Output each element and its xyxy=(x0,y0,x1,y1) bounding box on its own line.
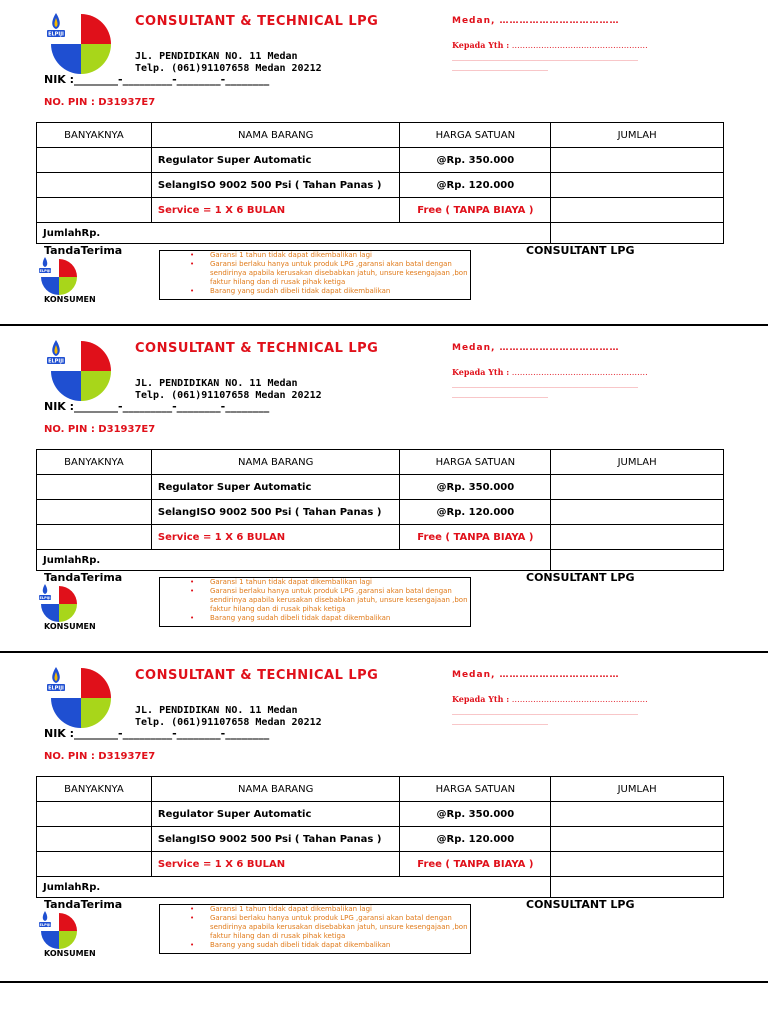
company-address-block xyxy=(135,705,322,729)
company-title: CONSULTANT & TECHNICAL LPG xyxy=(135,668,379,683)
warranty-terms-list xyxy=(160,578,470,623)
company-address: JL. PENDIDIKAN NO. 11 Medan xyxy=(135,378,298,389)
item-name-cell: SelangISO 9002 500 Psi ( Tahan Panas ) xyxy=(151,500,400,525)
column-header-item: NAMA BARANG xyxy=(151,777,400,802)
receipt-slip xyxy=(0,654,768,981)
table-row xyxy=(37,852,724,877)
column-header-qty: BANYAKNYA xyxy=(37,777,152,802)
warranty-terms-box xyxy=(159,577,471,627)
table-row xyxy=(37,525,724,550)
unit-price-cell: Free ( TANPA BIAYA ) xyxy=(400,852,551,877)
consultant-signature-label: CONSULTANT LPG xyxy=(526,244,635,257)
recipient-address-line-1: ………………………………………………………………………………… xyxy=(452,56,638,63)
receipt-slip xyxy=(0,327,768,654)
warranty-term-item: • Garansi berlaku hanya untuk produk LPG ,garansi akan batal dengan sendirinya apabila kerusakan disebabkan jatuh, unsure kesengajaan ,bon faktur hilang dan di rusak pihak ketiga xyxy=(210,914,470,941)
total-row xyxy=(37,877,724,898)
receipt-acknowledgement-label: TandaTerima xyxy=(44,898,123,911)
item-name-cell: SelangISO 9002 500 Psi ( Tahan Panas ) xyxy=(151,173,400,198)
logo-label: ELPIJI xyxy=(48,31,64,38)
table-header-row xyxy=(37,450,724,475)
amount-cell xyxy=(551,500,724,525)
recipient-address-line-1: ………………………………………………………………………………… xyxy=(452,710,638,717)
recipient-label: Kepada Yth : xyxy=(452,367,510,377)
slip-divider-line xyxy=(0,324,768,326)
item-name-cell: Regulator Super Automatic xyxy=(151,148,400,173)
table-row xyxy=(37,198,724,223)
elpiji-logo-small xyxy=(37,911,81,951)
consumer-label: KONSUMEN xyxy=(44,622,96,631)
amount-cell xyxy=(551,148,724,173)
consultant-signature-label: CONSULTANT LPG xyxy=(526,898,635,911)
items-table xyxy=(36,122,724,244)
company-address-block xyxy=(135,51,322,75)
warranty-terms-list xyxy=(160,905,470,950)
unit-price-cell: Free ( TANPA BIAYA ) xyxy=(400,198,551,223)
pin-number: NO. PIN : D31937E7 xyxy=(44,97,156,108)
nik-field: NIK :________-_________-________-________ xyxy=(44,727,270,740)
warranty-terms-list xyxy=(160,251,470,296)
amount-cell xyxy=(551,852,724,877)
total-value-cell xyxy=(551,877,724,898)
recipient-line xyxy=(452,694,648,704)
recipient-dots: …………………………………………… xyxy=(509,41,648,50)
qty-cell xyxy=(37,148,152,173)
consumer-label: KONSUMEN xyxy=(44,295,96,304)
company-address: JL. PENDIDIKAN NO. 11 Medan xyxy=(135,705,298,716)
company-phone: Telp. (061)91107658 Medan 20212 xyxy=(135,717,322,728)
elpiji-logo-small xyxy=(37,584,81,624)
qty-cell xyxy=(37,827,152,852)
company-title: CONSULTANT & TECHNICAL LPG xyxy=(135,341,379,356)
amount-cell xyxy=(551,173,724,198)
logo-label: ELPIJI xyxy=(48,685,64,692)
table-header-row xyxy=(37,777,724,802)
receipt-acknowledgement-label: TandaTerima xyxy=(44,571,123,584)
logo-label-small: ELPIJI xyxy=(39,923,51,927)
item-name-cell: Regulator Super Automatic xyxy=(151,802,400,827)
logo-label: ELPIJI xyxy=(48,358,64,365)
logo-label-small: ELPIJI xyxy=(39,596,51,600)
recipient-address-line-2: ………………………………………… xyxy=(452,720,548,727)
amount-cell xyxy=(551,198,724,223)
elpiji-logo-small xyxy=(37,257,81,297)
items-table xyxy=(36,449,724,571)
item-name-cell: SelangISO 9002 500 Psi ( Tahan Panas ) xyxy=(151,827,400,852)
unit-price-cell: @Rp. 350.000 xyxy=(400,802,551,827)
warranty-term-item: • Garansi 1 tahun tidak dapat dikembalikan lagi xyxy=(210,578,470,587)
column-header-price: HARGA SATUAN xyxy=(400,123,551,148)
column-header-price: HARGA SATUAN xyxy=(400,777,551,802)
qty-cell xyxy=(37,852,152,877)
table-row xyxy=(37,500,724,525)
qty-cell xyxy=(37,500,152,525)
warranty-term-item: • Garansi 1 tahun tidak dapat dikembalikan lagi xyxy=(210,251,470,260)
column-header-item: NAMA BARANG xyxy=(151,450,400,475)
table-row xyxy=(37,148,724,173)
column-header-total: JUMLAH xyxy=(551,777,724,802)
item-name-cell: Service = 1 X 6 BULAN xyxy=(151,852,400,877)
total-value-cell xyxy=(551,223,724,244)
recipient-address-line-1: ………………………………………………………………………………… xyxy=(452,383,638,390)
total-label: JumlahRp. xyxy=(37,877,551,898)
column-header-total: JUMLAH xyxy=(551,450,724,475)
total-row xyxy=(37,223,724,244)
pin-number: NO. PIN : D31937E7 xyxy=(44,424,156,435)
recipient-address-line-2: ………………………………………… xyxy=(452,393,548,400)
company-address-block xyxy=(135,378,322,402)
warranty-terms-box xyxy=(159,250,471,300)
warranty-terms-box xyxy=(159,904,471,954)
recipient-address-line-2: ………………………………………… xyxy=(452,66,548,73)
qty-cell xyxy=(37,475,152,500)
total-label: JumlahRp. xyxy=(37,550,551,571)
warranty-term-item: • Garansi 1 tahun tidak dapat dikembalikan lagi xyxy=(210,905,470,914)
qty-cell xyxy=(37,802,152,827)
table-row xyxy=(37,827,724,852)
table-row xyxy=(37,475,724,500)
item-name-cell: Service = 1 X 6 BULAN xyxy=(151,525,400,550)
item-name-cell: Service = 1 X 6 BULAN xyxy=(151,198,400,223)
consumer-label: KONSUMEN xyxy=(44,949,96,958)
qty-cell xyxy=(37,173,152,198)
table-header-row xyxy=(37,123,724,148)
table-row xyxy=(37,173,724,198)
unit-price-cell: Free ( TANPA BIAYA ) xyxy=(400,525,551,550)
receipt-slip xyxy=(0,0,768,327)
unit-price-cell: @Rp. 120.000 xyxy=(400,173,551,198)
recipient-label: Kepada Yth : xyxy=(452,694,510,704)
table-row xyxy=(37,802,724,827)
company-title: CONSULTANT & TECHNICAL LPG xyxy=(135,14,379,29)
receipt-acknowledgement-label: TandaTerima xyxy=(44,244,123,257)
qty-cell xyxy=(37,198,152,223)
recipient-line xyxy=(452,367,648,377)
nik-field: NIK :________-_________-________-________ xyxy=(44,400,270,413)
company-phone: Telp. (061)91107658 Medan 20212 xyxy=(135,63,322,74)
recipient-dots: …………………………………………… xyxy=(509,368,648,377)
company-phone: Telp. (061)91107658 Medan 20212 xyxy=(135,390,322,401)
warranty-term-item: • Barang yang sudah dibeli tidak dapat dikembalikan xyxy=(210,287,470,296)
amount-cell xyxy=(551,475,724,500)
unit-price-cell: @Rp. 350.000 xyxy=(400,148,551,173)
column-header-price: HARGA SATUAN xyxy=(400,450,551,475)
logo-label-small: ELPIJI xyxy=(39,269,51,273)
amount-cell xyxy=(551,827,724,852)
elpiji-logo xyxy=(44,340,118,402)
city-date-line: Medan, ……………………………… xyxy=(452,670,620,680)
recipient-dots: …………………………………………… xyxy=(509,695,648,704)
item-name-cell: Regulator Super Automatic xyxy=(151,475,400,500)
unit-price-cell: @Rp. 120.000 xyxy=(400,500,551,525)
warranty-term-item: • Garansi berlaku hanya untuk produk LPG ,garansi akan batal dengan sendirinya apabila kerusakan disebabkan jatuh, unsure kesengajaan ,bon faktur hilang dan di rusak pihak ketiga xyxy=(210,260,470,287)
pin-number: NO. PIN : D31937E7 xyxy=(44,751,156,762)
recipient-line xyxy=(452,40,648,50)
column-header-total: JUMLAH xyxy=(551,123,724,148)
total-value-cell xyxy=(551,550,724,571)
slip-divider-line xyxy=(0,651,768,653)
company-address: JL. PENDIDIKAN NO. 11 Medan xyxy=(135,51,298,62)
warranty-term-item: • Barang yang sudah dibeli tidak dapat dikembalikan xyxy=(210,941,470,950)
items-table xyxy=(36,776,724,898)
elpiji-logo xyxy=(44,667,118,729)
recipient-label: Kepada Yth : xyxy=(452,40,510,50)
warranty-term-item: • Garansi berlaku hanya untuk produk LPG ,garansi akan batal dengan sendirinya apabila kerusakan disebabkan jatuh, unsure kesengajaan ,bon faktur hilang dan di rusak pihak ketiga xyxy=(210,587,470,614)
warranty-term-item: • Barang yang sudah dibeli tidak dapat dikembalikan xyxy=(210,614,470,623)
city-date-line: Medan, ……………………………… xyxy=(452,343,620,353)
column-header-qty: BANYAKNYA xyxy=(37,450,152,475)
unit-price-cell: @Rp. 350.000 xyxy=(400,475,551,500)
column-header-item: NAMA BARANG xyxy=(151,123,400,148)
amount-cell xyxy=(551,802,724,827)
nik-field: NIK :________-_________-________-________ xyxy=(44,73,270,86)
total-row xyxy=(37,550,724,571)
slip-divider-line xyxy=(0,981,768,983)
city-date-line: Medan, ……………………………… xyxy=(452,16,620,26)
column-header-qty: BANYAKNYA xyxy=(37,123,152,148)
total-label: JumlahRp. xyxy=(37,223,551,244)
amount-cell xyxy=(551,525,724,550)
consultant-signature-label: CONSULTANT LPG xyxy=(526,571,635,584)
qty-cell xyxy=(37,525,152,550)
unit-price-cell: @Rp. 120.000 xyxy=(400,827,551,852)
elpiji-logo xyxy=(44,13,118,75)
